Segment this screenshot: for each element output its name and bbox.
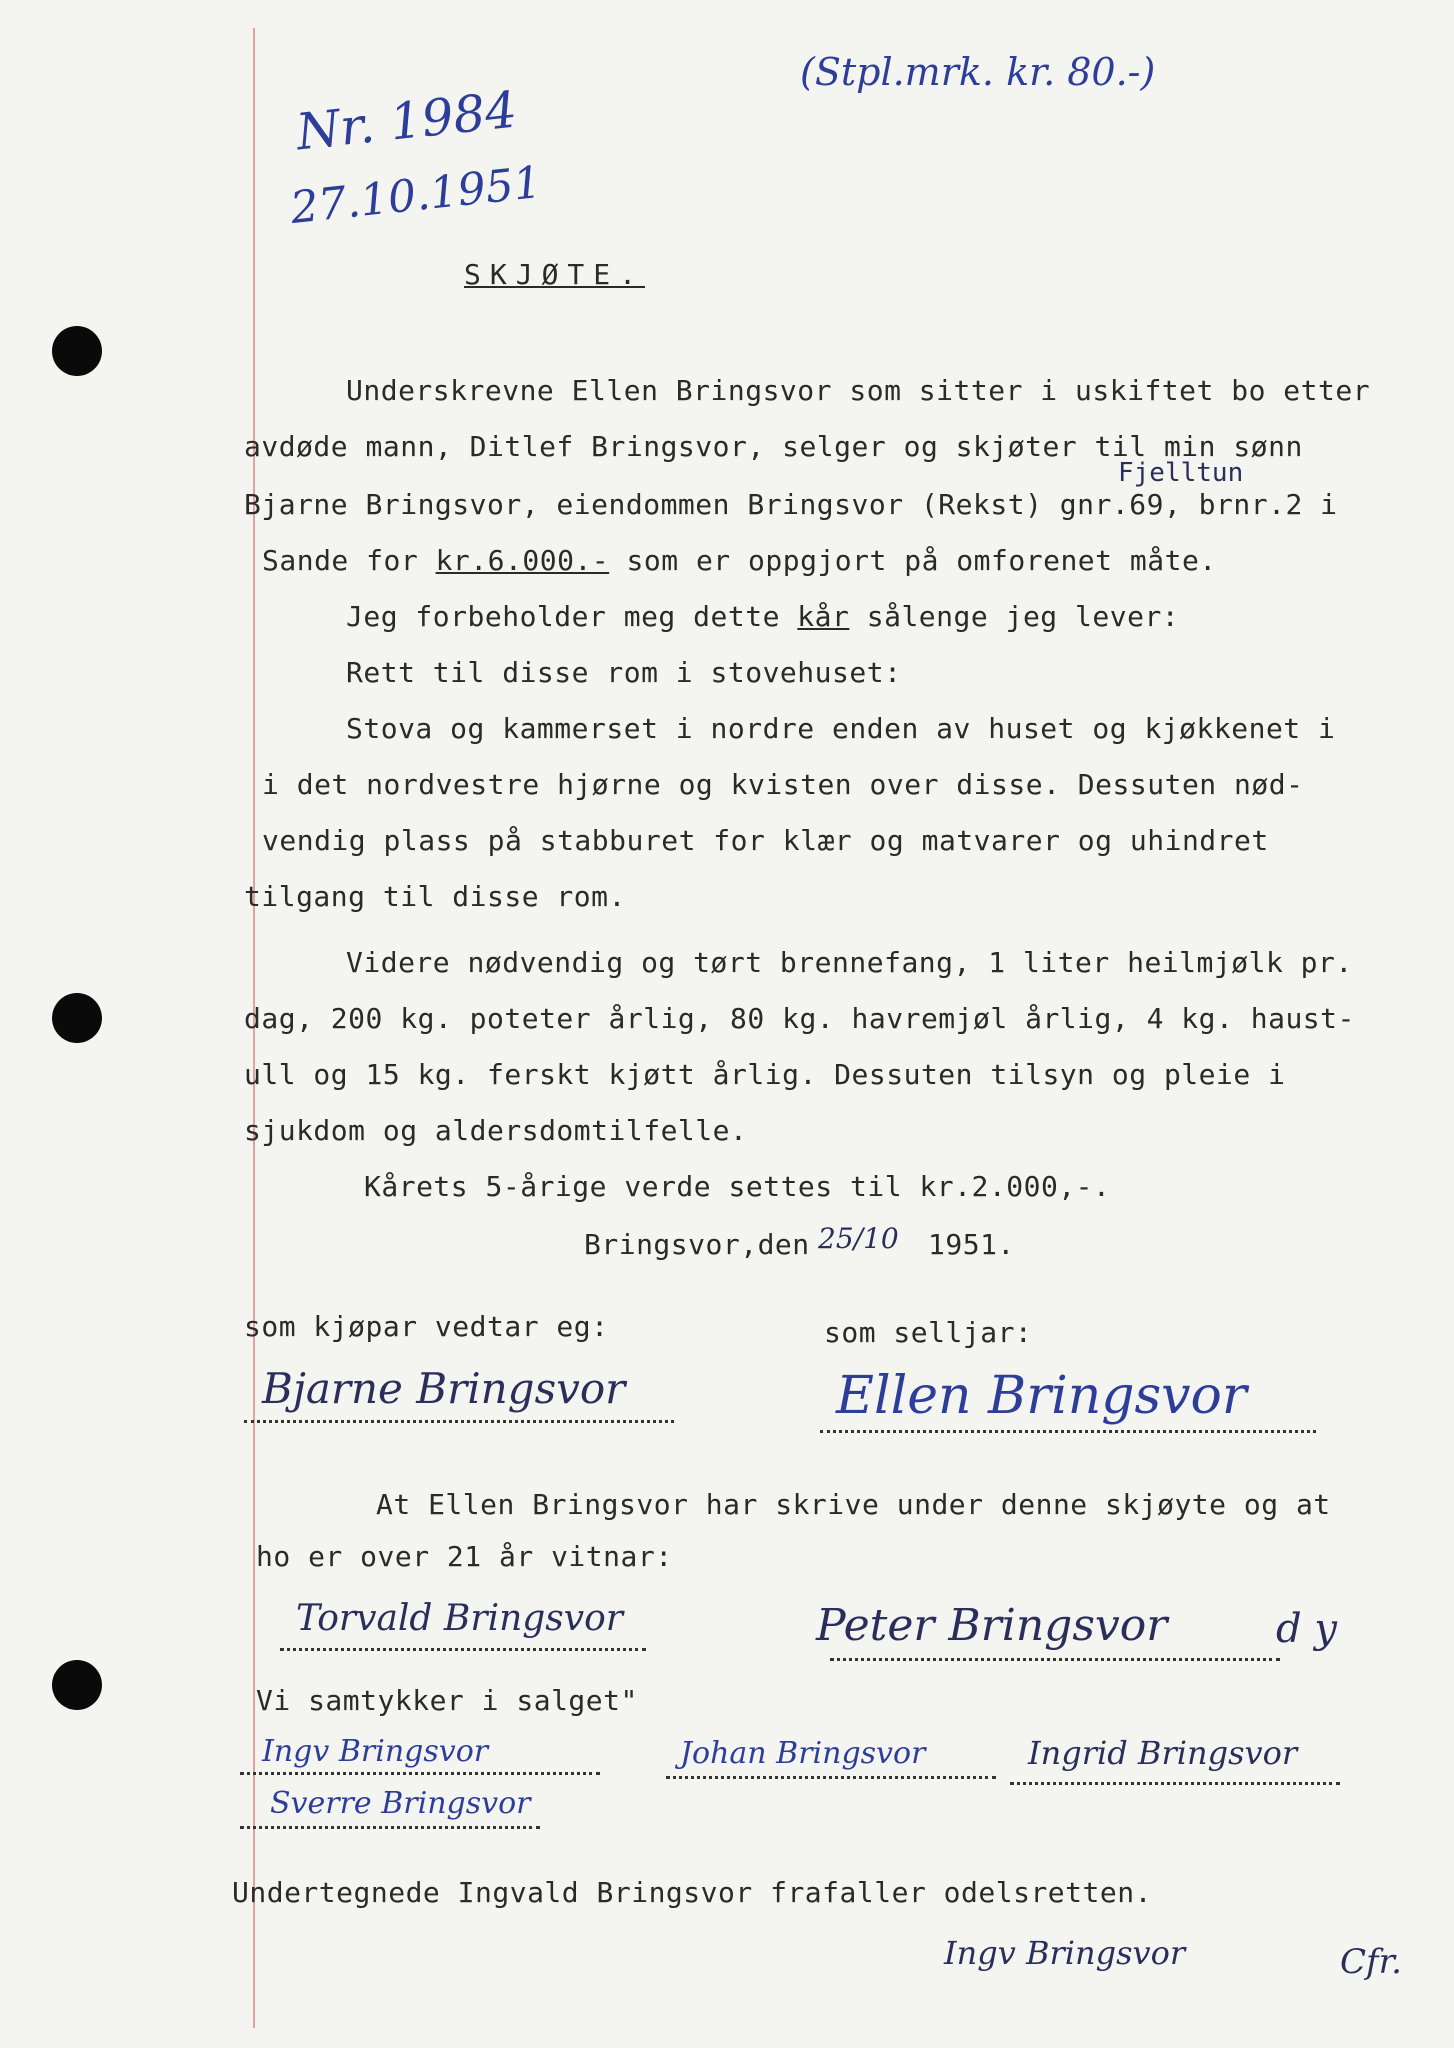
body-line-7: Stova og kammerset i nordre enden av huset og kjøkkenet i <box>346 712 1336 745</box>
punch-hole-top <box>52 326 102 376</box>
body-line-2: avdøde mann, Ditlef Bringsvor, selger og skjøter til min sønn <box>244 430 1303 463</box>
witness-line-1: At Ellen Bringsvor har skrive under denne skjøyte og at <box>376 1488 1331 1521</box>
consent-4-line <box>240 1826 540 1829</box>
consent-2-line <box>666 1776 996 1779</box>
consent-signature-2: Johan Bringsvor <box>680 1736 926 1771</box>
place-date-prefix: Bringsvor,den <box>584 1228 810 1261</box>
witness-1-line <box>280 1648 646 1651</box>
body-line-4-end: som er oppgjort på omforenet måte. <box>609 544 1217 577</box>
final-signature: Ingv Bringsvor <box>944 1934 1186 1972</box>
reference-number: Nr. 1984 <box>293 80 520 162</box>
punch-hole-middle <box>52 993 102 1043</box>
witness-line-2: ho er over 21 år vitnar: <box>256 1540 673 1573</box>
body-line-13: ull og 15 kg. ferskt kjøtt årlig. Dessuten tilsyn og pleie i <box>244 1058 1286 1091</box>
consent-signature-1: Ingv Bringsvor <box>262 1734 489 1769</box>
year: 1951. <box>928 1228 1015 1261</box>
body-line-5-start: Jeg forbeholder meg dette <box>346 600 798 633</box>
consent-3-line <box>1010 1782 1340 1785</box>
body-line-14: sjukdom og aldersdomtilfelle. <box>244 1114 748 1147</box>
body-line-5-end: sålenge jeg lever: <box>849 600 1180 633</box>
buyer-signature: Bjarne Bringsvor <box>262 1364 626 1413</box>
seller-signature-line <box>820 1430 1316 1433</box>
buyer-signature-line <box>244 1420 674 1423</box>
document-title: SKJØTE. <box>464 258 646 291</box>
consent-1-line <box>240 1772 600 1775</box>
price-amount: kr.6.000.- <box>435 544 610 577</box>
stamp-note: (Stpl.mrk. kr. 80.-) <box>800 50 1156 94</box>
consent-signature-4: Sverre Bringsvor <box>270 1786 531 1821</box>
reference-date: 27.10.1951 <box>288 156 544 235</box>
body-line-5 <box>346 600 1179 633</box>
body-line-11: Videre nødvendig og tørt brennefang, 1 liter heilmjølk pr. <box>346 946 1353 979</box>
witness-2-line <box>830 1658 1280 1661</box>
inserted-word: Fjelltun <box>1118 458 1244 488</box>
consent-signature-3: Ingrid Bringsvor <box>1028 1734 1298 1772</box>
body-line-3: Bjarne Bringsvor, eiendommen Bringsvor (Rekst) gnr.69, brnr.2 i <box>244 488 1338 521</box>
consent-line: Vi samtykker i salget" <box>256 1684 638 1717</box>
body-line-10: tilgang til disse rom. <box>244 880 626 913</box>
body-line-6: Rett til disse rom i stovehuset: <box>346 656 902 689</box>
seller-signature: Ellen Bringsvor <box>836 1366 1247 1426</box>
witness-2-signature: Peter Bringsvor <box>816 1600 1168 1651</box>
body-line-15: Kårets 5-årige verde settes til kr.2.000,-. <box>364 1170 1111 1203</box>
body-line-1: Underskrevne Ellen Bringsvor som sitter i uskiftet bo etter <box>346 374 1371 407</box>
kaar-word: kår <box>797 600 850 633</box>
witness-2-suffix: d y <box>1276 1606 1337 1652</box>
body-line-12: dag, 200 kg. poteter årlig, 80 kg. havremjøl årlig, 4 kg. haust- <box>244 1002 1355 1035</box>
waiver-line: Undertegnede Ingvald Bringsvor frafaller odelsretten. <box>232 1876 1152 1909</box>
initials: Cfr. <box>1340 1942 1402 1982</box>
witness-1-signature: Torvald Bringsvor <box>296 1598 624 1639</box>
buyer-caption: som kjøpar vedtar eg: <box>244 1310 609 1343</box>
punch-hole-bottom <box>52 1660 102 1710</box>
body-line-9: vendig plass på stabburet for klær og matvarer og uhindret <box>262 824 1269 857</box>
seller-caption: som selljar: <box>824 1316 1033 1349</box>
body-line-4 <box>262 544 1217 577</box>
body-line-4-start: Sande for <box>262 544 436 577</box>
handwritten-date: 25/10 <box>818 1222 899 1255</box>
body-line-8: i det nordvestre hjørne og kvisten over disse. Dessuten nød- <box>262 768 1304 801</box>
